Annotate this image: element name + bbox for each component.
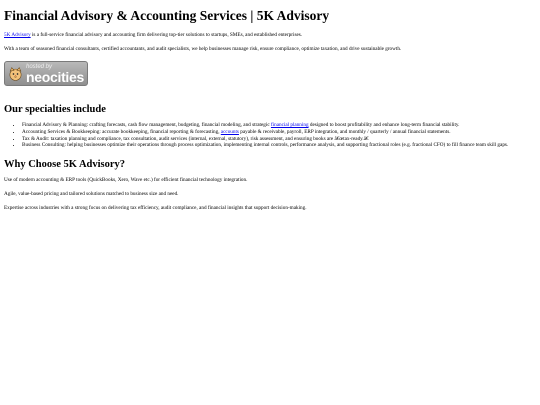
list-item-text: payable & receivable, payroll, ERP integration, and monthly / quarterly / annual financial statements. xyxy=(238,128,451,135)
specialties-heading: Our specialties include xyxy=(4,104,106,115)
list-item xyxy=(22,122,536,129)
financial-planning-link[interactable]: financial planning xyxy=(270,122,309,128)
page-title: Financial Advisory & Accounting Services | 5K Advisory xyxy=(4,8,330,23)
why-paragraph: Use of modern accounting & ERP tools (QuickBooks, Xero, Wave etc.) for efficient financial technology integration. xyxy=(4,177,248,184)
neocities-cat-icon xyxy=(8,64,23,84)
team-paragraph: With a team of seasoned financial consultants, certified accountants, and audit specialists, we help businesses manage risk, ensure compliance, optimize taxation, and drive sustainable growth. xyxy=(4,46,402,52)
neocities-badge[interactable] xyxy=(4,61,88,86)
badge-small-text: hosted by xyxy=(26,63,53,70)
list-item xyxy=(22,129,536,136)
intro-text: is a full-service financial advisory and accounting firm delivering top-tier solutions to startups, SMEs, and established enterprises. xyxy=(30,32,303,38)
list-item-text: Accounting Services & Bookkeeping: accurate bookkeeping, financial reporting & forecasting, xyxy=(22,128,221,135)
home-link[interactable]: 5K Advisory xyxy=(4,32,31,38)
why-heading: Why Choose 5K Advisory? xyxy=(4,159,126,171)
intro-paragraph xyxy=(4,32,536,39)
list-item: • Tax & Audit: taxation planning and compliance, tax consultation, audit services (internal, external, statutory), risk assessment, and ensuring books are â€œtax-ready.â€ xyxy=(22,136,536,143)
badge-text xyxy=(26,64,84,84)
list-item-text: Financial Advisory & Planning: crafting forecasts, cash flow management, budgeting, financial modeling, and strategic xyxy=(22,122,271,128)
badge-big-text: neocities xyxy=(26,68,84,85)
why-paragraph: Agile, value-based pricing and tailored solutions matched to business size and need. xyxy=(4,191,179,198)
why-paragraph: Expertise across industries with a strong focus on delivering tax efficiency, audit compliance, and financial insights that support decision-making. xyxy=(4,205,307,212)
specialties-list xyxy=(4,122,536,149)
list-item-text: designed to boost profitability and enhance long-term financial stability. xyxy=(308,122,460,128)
accounts-link[interactable]: accounts xyxy=(220,128,239,135)
list-item: • Business Consulting: helping businesses optimize their operations through process optimization, implementing internal controls, performance analysis, and supporting fractional roles (e.g. fractional CFO) to fill finance team skill gaps. xyxy=(22,142,536,149)
